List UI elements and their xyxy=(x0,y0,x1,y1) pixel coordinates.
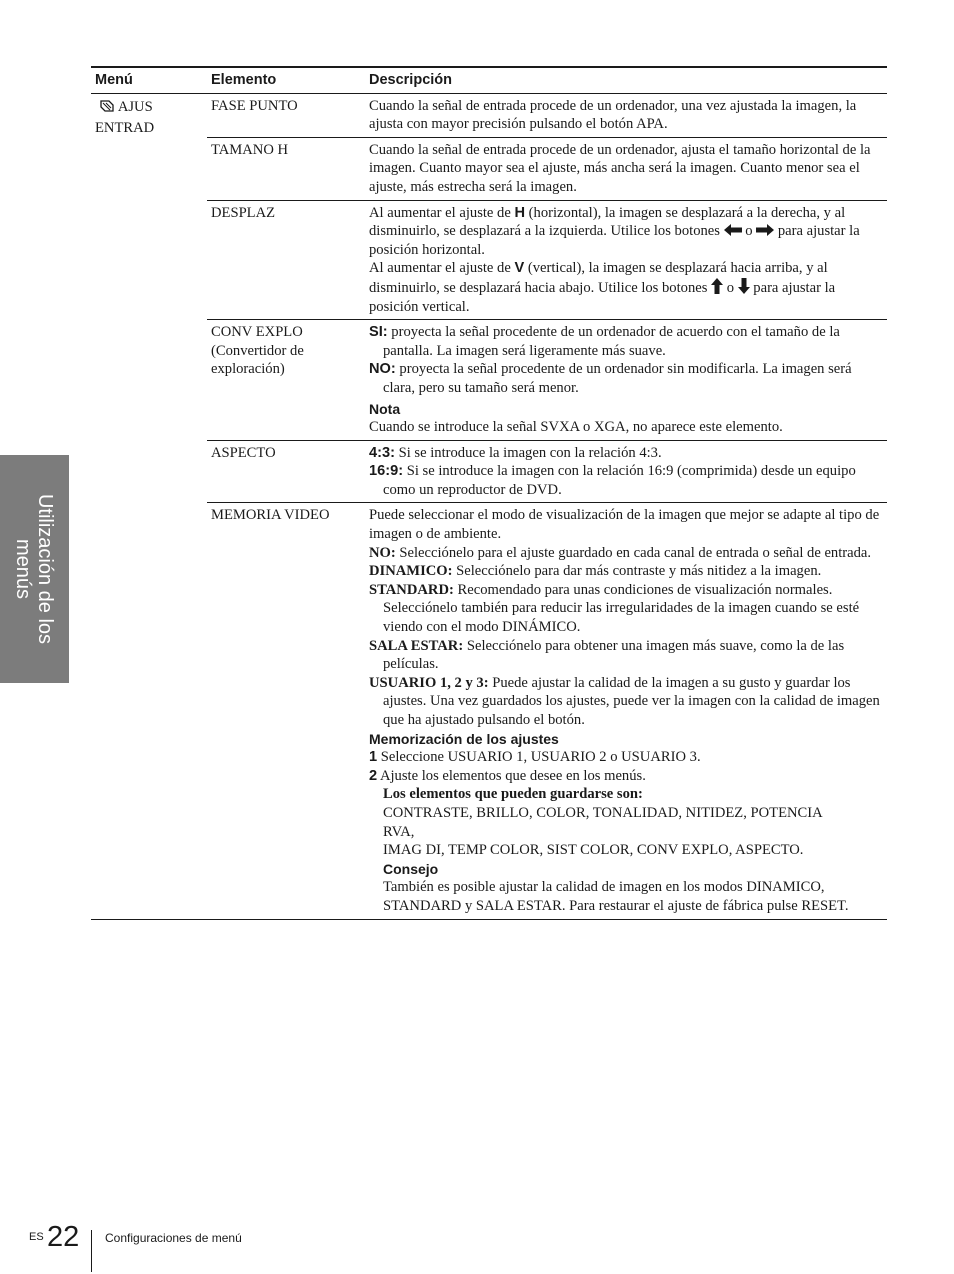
memoria-intro: Puede seleccionar el modo de visualización de la imagen que mejor se adapte al tipo de imagen o de ambiente. xyxy=(369,507,880,543)
arrow-up-icon xyxy=(711,278,723,294)
aspecto-16-9-item: 16:9: Si se introduce la imagen con la relación 16:9 (comprimida) desde un equipo como un reproductor de DVD. xyxy=(369,463,856,498)
saved-items-block xyxy=(369,785,881,915)
saved-items-heading: Los elementos que pueden guardarse son: xyxy=(383,786,643,803)
menu-settings-table xyxy=(91,66,887,920)
desplaz-vertical-text: Al aumentar el ajuste de V (vertical), la imagen se desplazará hacia arriba, y al disminuirlo, se desplazará hacia abajo. Utilice los botones o para ajustar la posición vertical. xyxy=(369,260,836,315)
arrow-left-icon xyxy=(724,224,742,236)
element-conv-explo: CONV EXPLO (Convertidor de exploración) xyxy=(207,320,365,441)
memoria-standard-item: STANDARD: Recomendado para unas condiciones de visualización normales. Selecciónelo también para reducir las irregularidades de la imagen cuando se esté viendo con el modo DINÁMICO. xyxy=(369,581,860,636)
menu-cell xyxy=(91,93,207,919)
element-aspecto: ASPECTO xyxy=(207,440,365,503)
element-desplaz: DESPLAZ xyxy=(207,200,365,320)
desc-aspecto xyxy=(365,440,887,503)
tip-heading: Consejo xyxy=(383,860,439,877)
aspecto-4-3-item: 4:3: Si se introduce la imagen con la relación 4:3. xyxy=(369,444,662,461)
section-side-tab-label: Utilización de los menús xyxy=(12,493,56,645)
table-row xyxy=(91,200,887,320)
desplaz-horizontal-text: Al aumentar el ajuste de H (horizontal), la imagen se desplazará a la derecha, y al disminuirlo, se desplazará a la izquierda. Utilice los botones o para ajustar la posición horizontal. xyxy=(369,204,860,258)
memorization-step-1: 1 Seleccione USUARIO 1, USUARIO 2 o USUARIO 3. xyxy=(369,749,701,766)
table-row xyxy=(91,440,887,503)
desc-desplaz xyxy=(365,200,887,320)
header-menu: Menú xyxy=(91,67,207,93)
page-number: 22 xyxy=(47,1221,80,1253)
saved-items-line-2: RVA, xyxy=(383,823,415,840)
menu-name-line1: AJUS xyxy=(117,98,153,115)
memoria-no-item: NO: Selecciónelo para el ajuste guardado en cada canal de entrada o señal de entrada. xyxy=(369,544,872,561)
memoria-sala-estar-item: SALA ESTAR: Selecciónelo para obtener una imagen más suave, como la de las películas. xyxy=(369,637,845,673)
table-row xyxy=(91,93,887,137)
arrow-down-icon xyxy=(738,278,750,294)
conv-nota-text: Cuando se introduce la señal SVXA o XGA, no aparece este elemento. xyxy=(369,419,783,436)
saved-items-line-1: CONTRASTE, BRILLO, COLOR, TONALIDAD, NITIDEZ, POTENCIA xyxy=(383,804,823,821)
footer-divider xyxy=(91,1230,92,1272)
element-tamano-h: TAMANO H xyxy=(207,137,365,200)
memorization-step-2: 2 Ajuste los elementos que desee en los menús. xyxy=(369,767,646,784)
table-row xyxy=(91,503,887,919)
saved-items-line-3: IMAG DI, TEMP COLOR, SIST COLOR, CONV EXPLO, ASPECTO. xyxy=(383,842,804,859)
arrow-right-icon xyxy=(756,224,774,236)
conv-nota-heading: Nota xyxy=(369,400,401,417)
header-description: Descripción xyxy=(365,67,887,93)
element-memoria-video: MEMORIA VIDEO xyxy=(207,503,365,919)
section-side-tab xyxy=(0,455,69,683)
table-row xyxy=(91,137,887,200)
footer-section-title: Configuraciones de menú xyxy=(105,1231,242,1245)
memorization-heading: Memorización de los ajustes xyxy=(369,730,559,747)
desc-tamano-h: Cuando la señal de entrada procede de un ordenador, ajusta el tamaño horizontal de la imagen. Cuanto mayor sea el ajuste, más ancha será la imagen. Cuanto menor sea el ajuste, más estrecha será la imagen. xyxy=(365,137,887,200)
conv-si-item: SI: proyecta la señal procedente de un ordenador de acuerdo con el tamaño de la pantalla. La imagen será ligeramente más suave. xyxy=(369,324,840,359)
desc-memoria-video xyxy=(365,503,887,919)
header-element: Elemento xyxy=(207,67,365,93)
input-adjust-icon xyxy=(99,99,115,113)
footer-language: ES xyxy=(29,1231,44,1243)
desc-fase-punto: Cuando la señal de entrada procede de un ordenador, una vez ajustada la imagen, la ajusta con mayor precisión pulsando el botón APA. xyxy=(369,97,857,133)
tip-text: También es posible ajustar la calidad de imagen en los modos DINAMICO, STANDARD y SALA ESTAR. Para restaurar el ajuste de fábrica pulse RESET. xyxy=(383,879,849,914)
element-fase-punto: FASE PUNTO xyxy=(211,97,298,114)
memoria-usuario-item: USUARIO 1, 2 y 3: Puede ajustar la calidad de la imagen a su gusto y guardar los ajustes. Una vez guardados los ajustes, puede ver la imagen con la calidad de imagen que ha ajustado pulsando el botón. xyxy=(369,674,880,728)
table-row xyxy=(91,320,887,441)
desc-conv-explo xyxy=(365,320,887,441)
table-header-row xyxy=(91,67,887,93)
memoria-dinamico-item: DINAMICO: Selecciónelo para dar más contraste y más nitidez a la imagen. xyxy=(369,563,822,580)
conv-no-item: NO: proyecta la señal procedente de un ordenador sin modificarla. La imagen será clara, pero su tamaño será menor. xyxy=(369,361,852,396)
menu-name-line2: ENTRAD xyxy=(95,119,155,136)
